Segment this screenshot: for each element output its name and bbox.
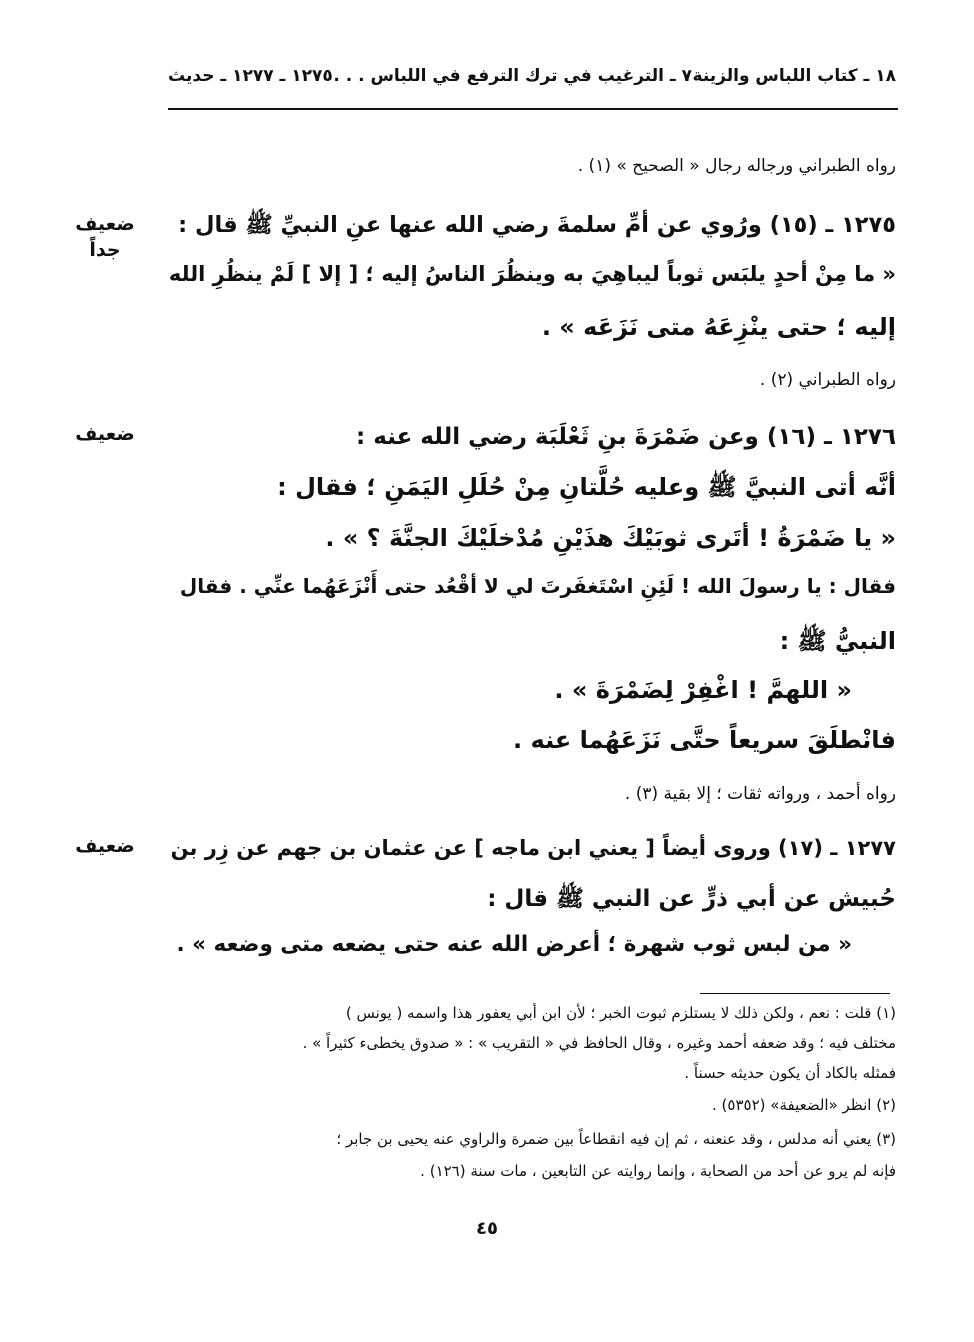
hadith-1277-text: « من لبس ثوب شهرة ؛ أعرض الله عنه حتى يضعه متى وضعه » .	[176, 932, 852, 957]
grade-label: ضعيف	[75, 423, 135, 445]
grade-1277	[60, 834, 150, 860]
hadith-1276-source: رواه أحمد ، ورواته ثقات ؛ إلا بقية (٣) .	[624, 784, 896, 804]
hadith-1276-text: أنَّه أتى النبيَّ ﷺ وعليه حُلَّتانِ مِنْ حُلَلِ اليَمَنِ ؛ فقال :	[277, 473, 896, 501]
footnote-1: مختلف فيه ؛ وقد ضعفه أحمد وغيره ، وقال الحافظ في « التقريب » : « صدوق يخطىء كثيراً » .	[302, 1034, 896, 1052]
header-hadith-range: ١٢٧٥ ـ ١٢٧٧ ـ حديث	[168, 66, 333, 86]
grade-label: ضعيف	[75, 213, 135, 235]
hadith-1275-text: « ما مِنْ أحدٍ يلبَس ثوباً ليباهِيَ به وينظُرَ الناسُ إليه ؛ [ إلا ] لَمْ ينظُرِ الله	[168, 262, 896, 286]
hadith-1275-source: رواه الطبراني (٢) .	[759, 370, 896, 390]
hadith-1276-text: « يا ضَمْرَةُ ! أتَرى ثوبَيْكَ هذَيْنِ مُدْخلَيْكَ الجنَّةَ ؟ » .	[325, 524, 896, 552]
hadith-1276-text: النبيُّ ﷺ :	[779, 627, 896, 655]
hadith-1276-text: فانْطلَقَ سريعاً حتَّى نَزَعَهُما عنه .	[513, 726, 896, 754]
hadith-1276-text: فقال : يا رسولَ الله ! لَئِنِ اسْتَغفَرتَ لي لا أقْعُد حتى أَنْزَعَهُما عنِّي . فقال	[179, 574, 896, 598]
hadith-1276-text: « اللهمَّ ! اغْفِرْ لِضَمْرَةَ » .	[554, 676, 852, 704]
hadith-1275-text: إليه ؛ حتى ينْزِعَهُ متى نَزَعَه » .	[541, 313, 896, 341]
footnote-3: فإنه لم يرو عن أحد من الصحابة ، وإنما روايته عن التابعين ، مات سنة (١٢٦) .	[420, 1162, 896, 1180]
hadith-1277-heading: ١٢٧٧ ـ (١٧) وروى أيضاً [ يعني ابن ماجه ] عن عثمان بن جهم عن زِر بن	[170, 836, 896, 860]
grade-1275	[60, 212, 150, 263]
hadith-1277-text: حُبيش عن أبي ذرٍّ عن النبي ﷺ قال :	[487, 886, 896, 912]
source-note: رواه الطبراني ورجاله رجال « الصحيح » (١) .	[577, 156, 896, 176]
hadith-1275-heading: ١٢٧٥ ـ (١٥) ورُوي عن أمِّ سلمةَ رضي الله عنها عنِ النبيِّ ﷺ قال :	[178, 212, 896, 238]
hadith-1276-heading: ١٢٧٦ ـ (١٦) وعن ضَمْرَةَ بنِ ثَعْلَبَة رضي الله عنه :	[356, 424, 896, 450]
footnote-2: (٢) انظر «الضعيفة» (٥٣٥٢) .	[712, 1096, 896, 1114]
header-chapter: ١٨ ـ كتاب اللباس والزينة	[692, 66, 896, 86]
grade-label: جداً	[89, 238, 121, 261]
header-section: ٧ ـ الترغيب في ترك الترفع في اللباس . . .	[333, 66, 692, 86]
footnote-1: (١) قلت : نعم ، ولكن ذلك لا يستلزم ثبوت الخبر ؛ لأن ابن أبي يعفور هذا واسمه ( يونس )	[345, 1004, 896, 1022]
header-rule	[168, 108, 898, 110]
footnote-rule	[700, 993, 890, 994]
page-number: ٤٥	[476, 1218, 498, 1239]
footnote-3: (٣) يعني أنه مدلس ، وقد عنعنه ، ثم إن فيه انقطاعاً بين ضمرة والراوي عنه يحيى بن جابر ؛	[336, 1130, 896, 1148]
footnote-1: فمثله بالكاد أن يكون حديثه حسناً .	[684, 1064, 896, 1082]
running-header	[168, 66, 896, 86]
grade-1276	[60, 422, 150, 448]
grade-label: ضعيف	[75, 835, 135, 857]
